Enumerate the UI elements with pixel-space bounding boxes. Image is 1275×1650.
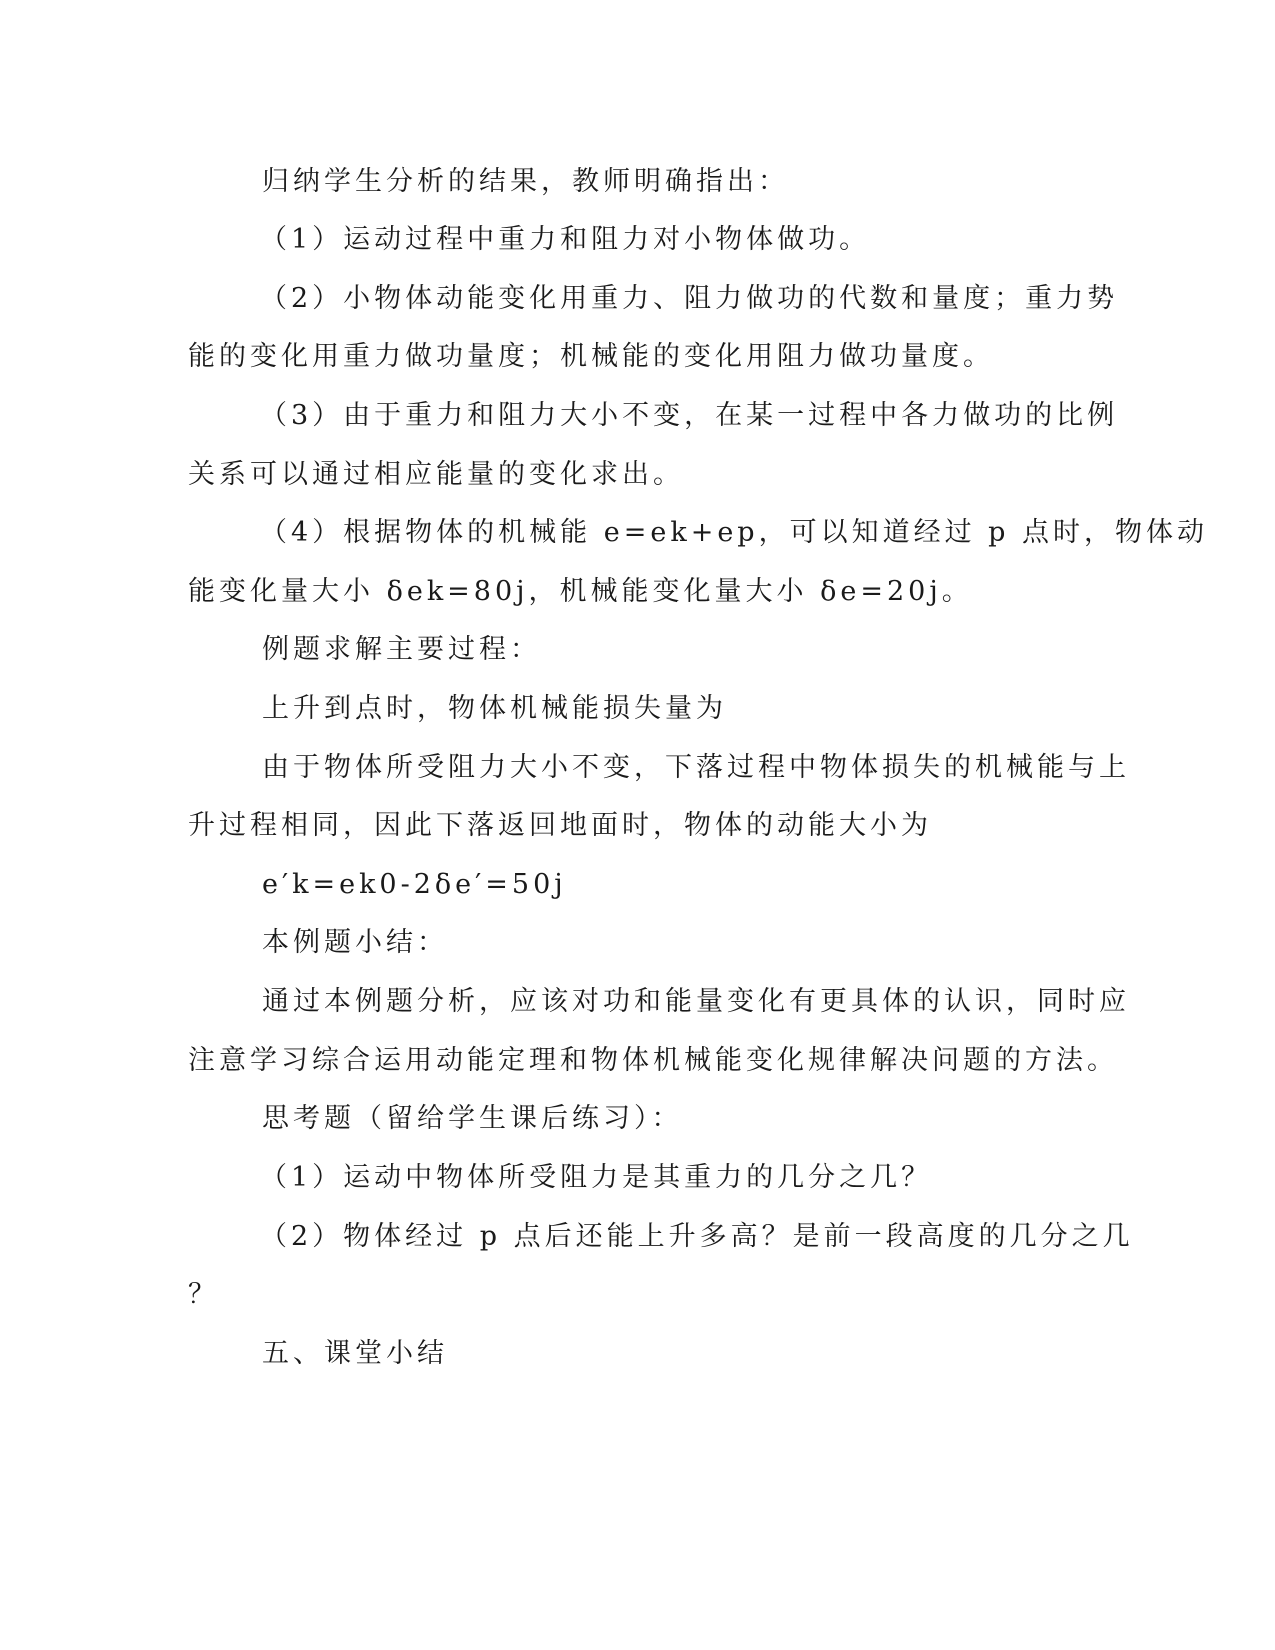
solution-step-1: 上升到点时，物体机械能损失量为	[262, 693, 727, 724]
point-2-line-1: （2）小物体动能变化用重力、阻力做功的代数和量度；重力势	[260, 283, 1119, 314]
point-1: （1）运动过程中重力和阻力对小物体做功。	[260, 224, 871, 255]
summary-line-2: 注意学习综合运用动能定理和物体机械能变化规律解决问题的方法。	[188, 1045, 1118, 1076]
solution-formula: e′k=ek0-2δe′=50j	[262, 869, 567, 900]
point-3-line-1: （3）由于重力和阻力大小不变，在某一过程中各力做功的比例	[260, 400, 1119, 431]
exercise-heading: 思考题（留给学生课后练习）：	[262, 1103, 683, 1134]
exercise-2-line-2: ？	[188, 1279, 219, 1310]
point-2-line-2: 能的变化用重力做功量度；机械能的变化用阻力做功量度。	[188, 341, 994, 372]
exercise-1: （1）运动中物体所受阻力是其重力的几分之几？	[260, 1162, 933, 1193]
point-4-line-2: 能变化量大小 δek=80j，机械能变化量大小 δe=20j。	[188, 576, 973, 607]
exercise-2-line-1: （2）物体经过 p 点后还能上升多高？是前一段高度的几分之几	[260, 1221, 1134, 1252]
solution-step-2-line-1: 由于物体所受阻力大小不变，下落过程中物体损失的机械能与上	[262, 752, 1130, 783]
point-3-line-2: 关系可以通过相应能量的变化求出。	[188, 459, 684, 490]
section-heading-class-summary: 五、课堂小结	[262, 1338, 448, 1369]
summary-line-1: 通过本例题分析，应该对功和能量变化有更具体的认识，同时应	[262, 986, 1130, 1017]
summary-heading: 本例题小结：	[262, 927, 448, 958]
point-4-line-1: （4）根据物体的机械能 e=ek+ep，可以知道经过 p 点时，物体动	[260, 517, 1209, 548]
solution-step-2-line-2: 升过程相同，因此下落返回地面时，物体的动能大小为	[188, 810, 932, 841]
paragraph-summary-intro: 归纳学生分析的结果，教师明确指出：	[262, 166, 789, 197]
solution-heading: 例题求解主要过程：	[262, 634, 541, 665]
